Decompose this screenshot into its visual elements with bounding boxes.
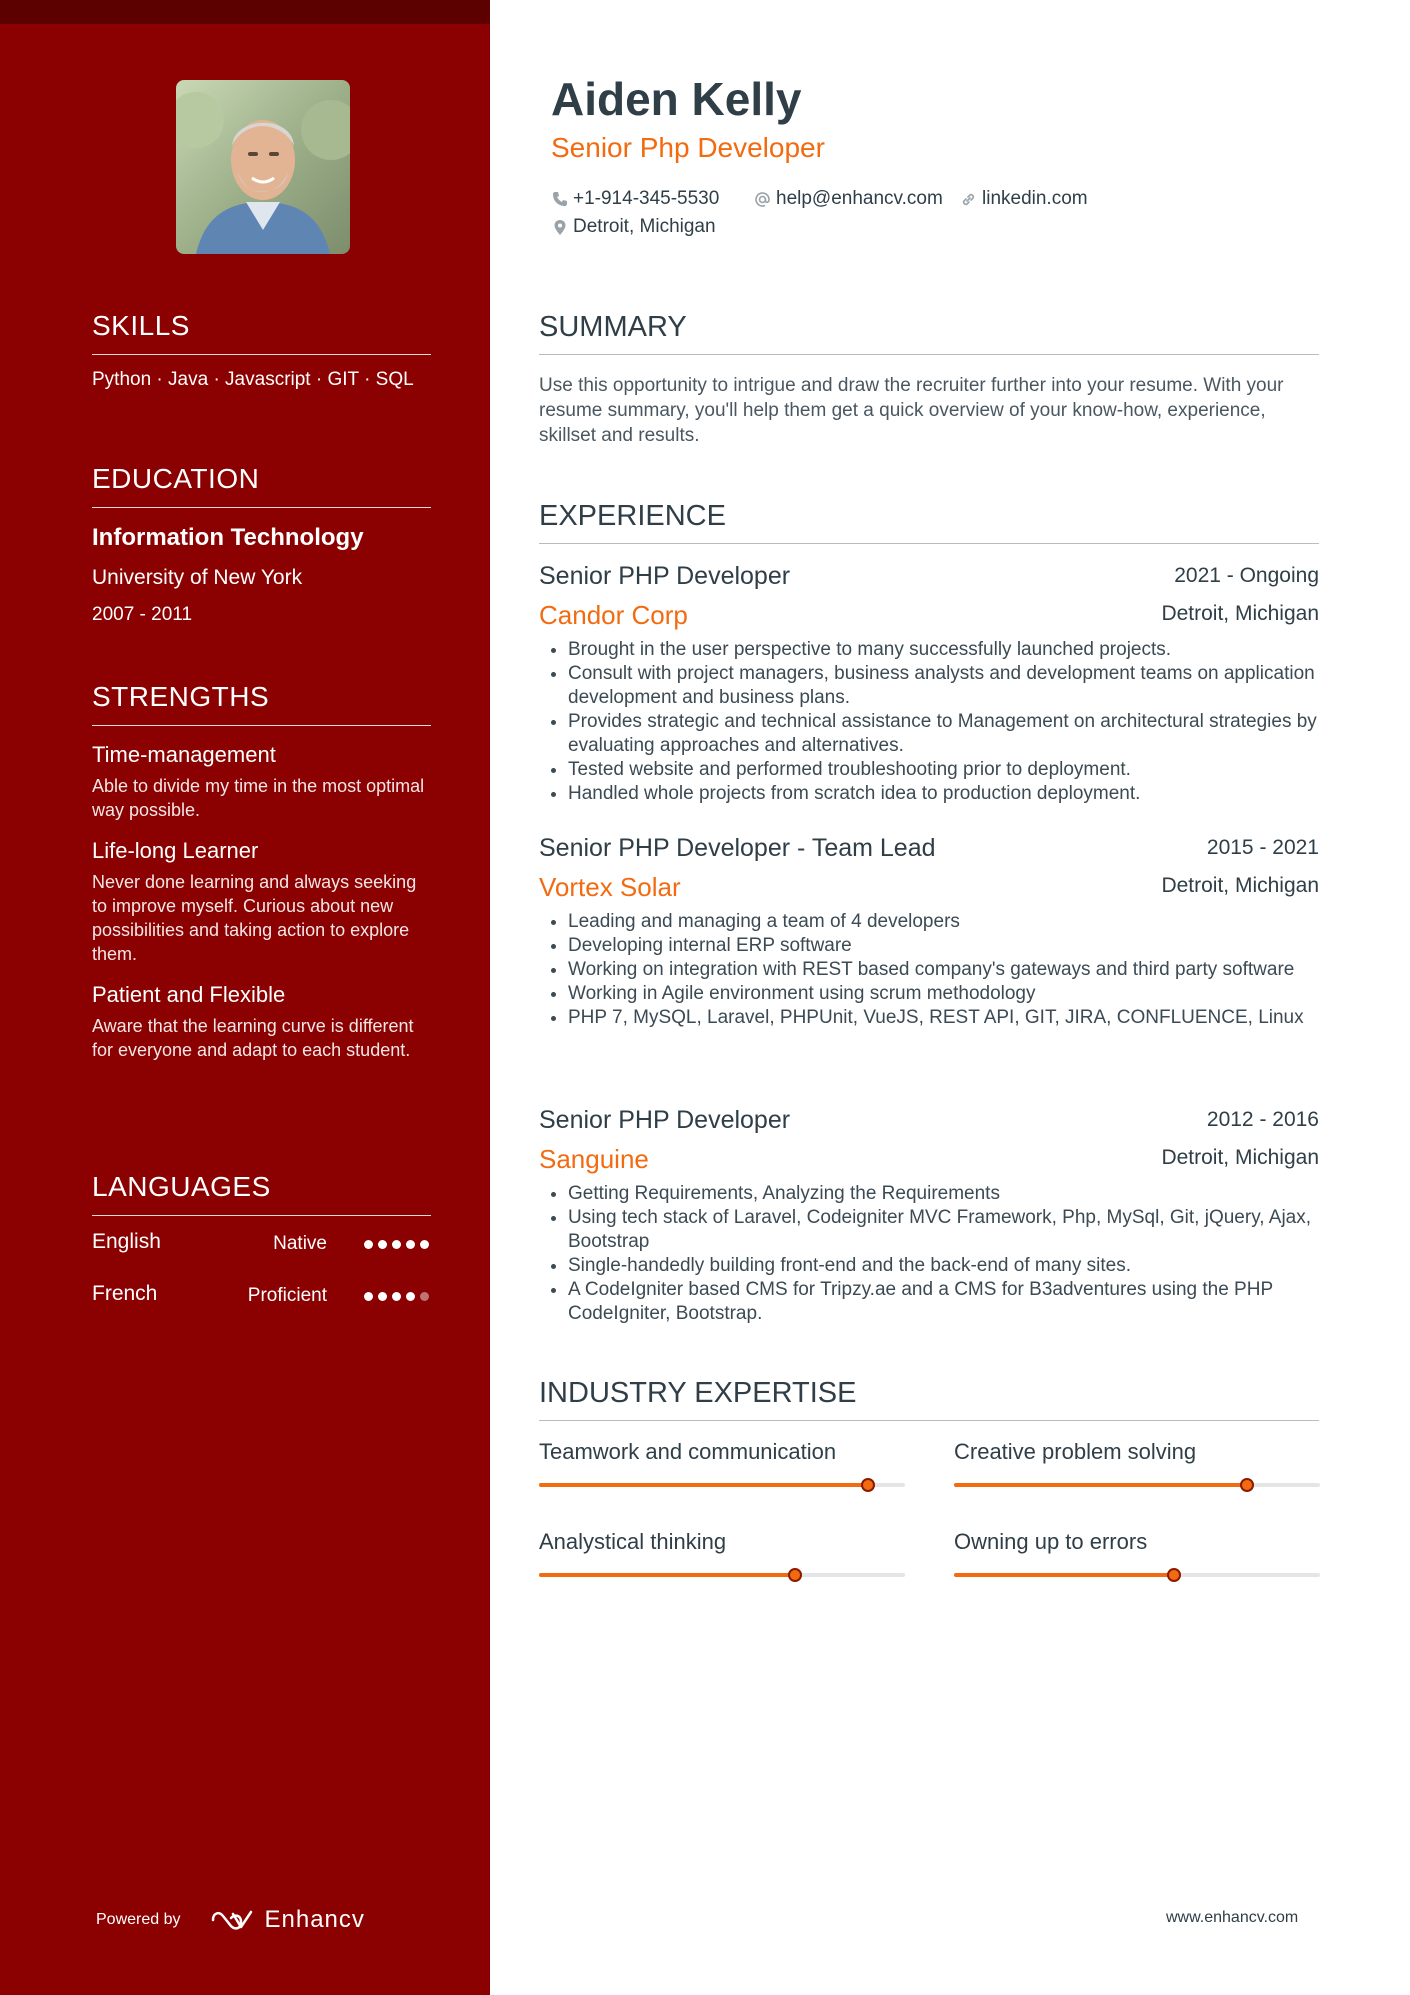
experience-item bbox=[539, 562, 1319, 806]
rating-dot bbox=[420, 1292, 429, 1301]
skills-section bbox=[92, 310, 431, 391]
rating-dot bbox=[364, 1292, 373, 1301]
strength-item bbox=[92, 838, 431, 966]
contact-location bbox=[552, 216, 716, 238]
location-pin-icon bbox=[552, 219, 568, 236]
summary-title: SUMMARY bbox=[539, 311, 1319, 355]
job-bullet: • Working on integration with REST based company's gateways and third party software bbox=[568, 958, 1319, 982]
job-bullet: • Consult with project managers, business analysts and development teams on application development and business plans. bbox=[568, 662, 1319, 710]
job-dates: 2021 - Ongoing bbox=[1174, 564, 1319, 587]
expertise-bar-fill bbox=[539, 1483, 868, 1487]
brand-name: Enhancv bbox=[264, 1906, 365, 1933]
education-title: EDUCATION bbox=[92, 463, 431, 508]
experience-item bbox=[539, 834, 1319, 1030]
language-rating bbox=[364, 1240, 429, 1249]
expertise-bar bbox=[954, 1573, 1320, 1577]
job-bullet: • Tested website and performed troubleshooting prior to deployment. bbox=[568, 758, 1319, 782]
expertise-label: Owning up to errors bbox=[954, 1529, 1148, 1554]
rating-dot bbox=[378, 1240, 387, 1249]
language-row bbox=[92, 1230, 431, 1268]
rating-dot bbox=[392, 1240, 401, 1249]
rating-dot bbox=[392, 1292, 401, 1301]
language-rating bbox=[364, 1292, 429, 1301]
job-bullet: • Developing internal ERP software bbox=[568, 934, 1319, 958]
language-level: Native bbox=[273, 1233, 327, 1254]
language-row bbox=[92, 1282, 431, 1320]
expertise-bar-fill bbox=[954, 1483, 1247, 1487]
expertise-item bbox=[539, 1439, 905, 1487]
job-bullet: • Single-handedly building front-end and the back-end of many sites. bbox=[568, 1254, 1319, 1278]
profile-photo bbox=[176, 80, 350, 254]
expertise-item bbox=[539, 1529, 905, 1577]
education-school: University of New York bbox=[92, 566, 303, 589]
job-bullet: • Provides strategic and technical assistance to Management on architectural strategies by evaluating approaches and alternatives. bbox=[568, 710, 1319, 758]
rating-dot bbox=[406, 1292, 415, 1301]
language-name: English bbox=[92, 1230, 161, 1253]
expertise-item bbox=[954, 1529, 1320, 1577]
powered-by-label: Powered by bbox=[96, 1911, 181, 1928]
email-text: help@enhancv.com bbox=[776, 188, 943, 209]
location-text: Detroit, Michigan bbox=[573, 216, 716, 237]
expertise-item bbox=[954, 1439, 1320, 1487]
candidate-name: Aiden Kelly bbox=[551, 73, 802, 125]
link-icon bbox=[960, 191, 977, 208]
phone-text: +1-914-345-5530 bbox=[573, 188, 720, 209]
expertise-bar-fill bbox=[954, 1573, 1174, 1577]
expertise-bar bbox=[539, 1483, 905, 1487]
job-bullet: • PHP 7, MySQL, Laravel, PHPUnit, VueJS, REST API, GIT, JIRA, CONFLUENCE, Linux bbox=[568, 1006, 1319, 1030]
expertise-bar-knob bbox=[1167, 1568, 1181, 1582]
language-level: Proficient bbox=[247, 1285, 327, 1306]
enhancv-logo-icon bbox=[209, 1908, 255, 1932]
expertise-bar bbox=[539, 1573, 905, 1577]
strength-item bbox=[92, 982, 431, 1062]
rating-dot bbox=[378, 1292, 387, 1301]
job-bullets bbox=[539, 638, 1319, 806]
job-bullet: • Brought in the user perspective to many successfully launched projects. bbox=[568, 638, 1319, 662]
strength-item bbox=[92, 742, 431, 822]
job-bullet: • Leading and managing a team of 4 developers bbox=[568, 910, 1319, 934]
job-company: Candor Corp bbox=[539, 600, 688, 630]
strength-description: Never done learning and always seeking to improve myself. Curious about new possibilities and taking action to explore them. bbox=[92, 872, 417, 964]
job-location: Detroit, Michigan bbox=[1161, 874, 1319, 897]
experience-item bbox=[539, 1106, 1319, 1326]
languages-section bbox=[92, 1171, 431, 1320]
job-role: Senior PHP Developer bbox=[539, 562, 791, 590]
skills-list: Python · Java · Javascript · GIT · SQL bbox=[92, 369, 414, 390]
job-bullets bbox=[539, 910, 1319, 1030]
education-years: 2007 - 2011 bbox=[92, 604, 193, 625]
expertise-bar-knob bbox=[788, 1568, 802, 1582]
strength-description: Able to divide my time in the most optimal way possible. bbox=[92, 776, 425, 820]
strengths-section bbox=[92, 681, 431, 1062]
expertise-bar-fill bbox=[539, 1573, 795, 1577]
rating-dot bbox=[420, 1240, 429, 1249]
experience-title: EXPERIENCE bbox=[539, 500, 1319, 544]
expertise-bar-knob bbox=[1240, 1478, 1254, 1492]
rating-dot bbox=[406, 1240, 415, 1249]
skills-title: SKILLS bbox=[92, 310, 431, 355]
job-bullet: • Working in Agile environment using scrum methodology bbox=[568, 982, 1319, 1006]
strength-description: Aware that the learning curve is different for everyone and adapt to each student. bbox=[92, 1016, 414, 1060]
candidate-title: Senior Php Developer bbox=[551, 132, 825, 163]
rating-dot bbox=[364, 1240, 373, 1249]
job-company: Vortex Solar bbox=[539, 872, 681, 902]
strength-title: Life-long Learner bbox=[92, 838, 259, 863]
powered-by bbox=[96, 1906, 365, 1934]
job-bullet: • Getting Requirements, Analyzing the Requirements bbox=[568, 1182, 1319, 1206]
job-role: Senior PHP Developer bbox=[539, 1106, 791, 1134]
at-icon bbox=[754, 191, 771, 208]
contact-linkedin[interactable] bbox=[960, 188, 1088, 210]
expertise-label: Analystical thinking bbox=[539, 1529, 727, 1554]
language-name: French bbox=[92, 1282, 158, 1305]
sidebar-top-bar bbox=[0, 0, 490, 24]
contact-phone[interactable] bbox=[552, 188, 719, 210]
languages-title: LANGUAGES bbox=[92, 1171, 431, 1216]
expertise-label: Teamwork and communication bbox=[539, 1439, 837, 1464]
job-role: Senior PHP Developer - Team Lead bbox=[539, 834, 936, 862]
strength-title: Time-management bbox=[92, 742, 276, 767]
expertise-title: INDUSTRY EXPERTISE bbox=[539, 1377, 1319, 1421]
job-company: Sanguine bbox=[539, 1144, 649, 1174]
job-dates: 2015 - 2021 bbox=[1206, 836, 1319, 859]
contact-email[interactable] bbox=[754, 188, 943, 210]
enhancv-logo[interactable] bbox=[209, 1906, 365, 1934]
job-bullet: • Using tech stack of Laravel, Codeigniter MVC Framework, Php, MySql, Git, jQuery, Ajax, Bootstrap bbox=[568, 1206, 1319, 1254]
strength-title: Patient and Flexible bbox=[92, 982, 286, 1007]
expertise-label: Creative problem solving bbox=[954, 1439, 1197, 1464]
job-bullet: • Handled whole projects from scratch idea to production deployment. bbox=[568, 782, 1319, 806]
job-bullets bbox=[539, 1182, 1319, 1326]
footer-url[interactable]: www.enhancv.com bbox=[1166, 1909, 1299, 1926]
education-degree: Information Technology bbox=[92, 524, 364, 551]
linkedin-text: linkedin.com bbox=[982, 188, 1088, 209]
expertise-bar-knob bbox=[861, 1478, 875, 1492]
expertise-bar bbox=[954, 1483, 1320, 1487]
summary-text: Use this opportunity to intrigue and draw the recruiter further into your resume. With your resume summary, you'll help them get a quick overview of your know-how, experience, skillset and results. bbox=[539, 375, 1284, 446]
job-location: Detroit, Michigan bbox=[1161, 1146, 1319, 1169]
strengths-title: STRENGTHS bbox=[92, 681, 431, 726]
phone-icon bbox=[552, 191, 568, 207]
sidebar bbox=[0, 0, 490, 1995]
job-location: Detroit, Michigan bbox=[1161, 602, 1319, 625]
education-section bbox=[92, 463, 431, 626]
job-bullet: • A CodeIgniter based CMS for Tripzy.ae and a CMS for B3adventures using the PHP CodeIgniter, Bootstrap. bbox=[568, 1278, 1319, 1326]
job-dates: 2012 - 2016 bbox=[1206, 1108, 1319, 1131]
